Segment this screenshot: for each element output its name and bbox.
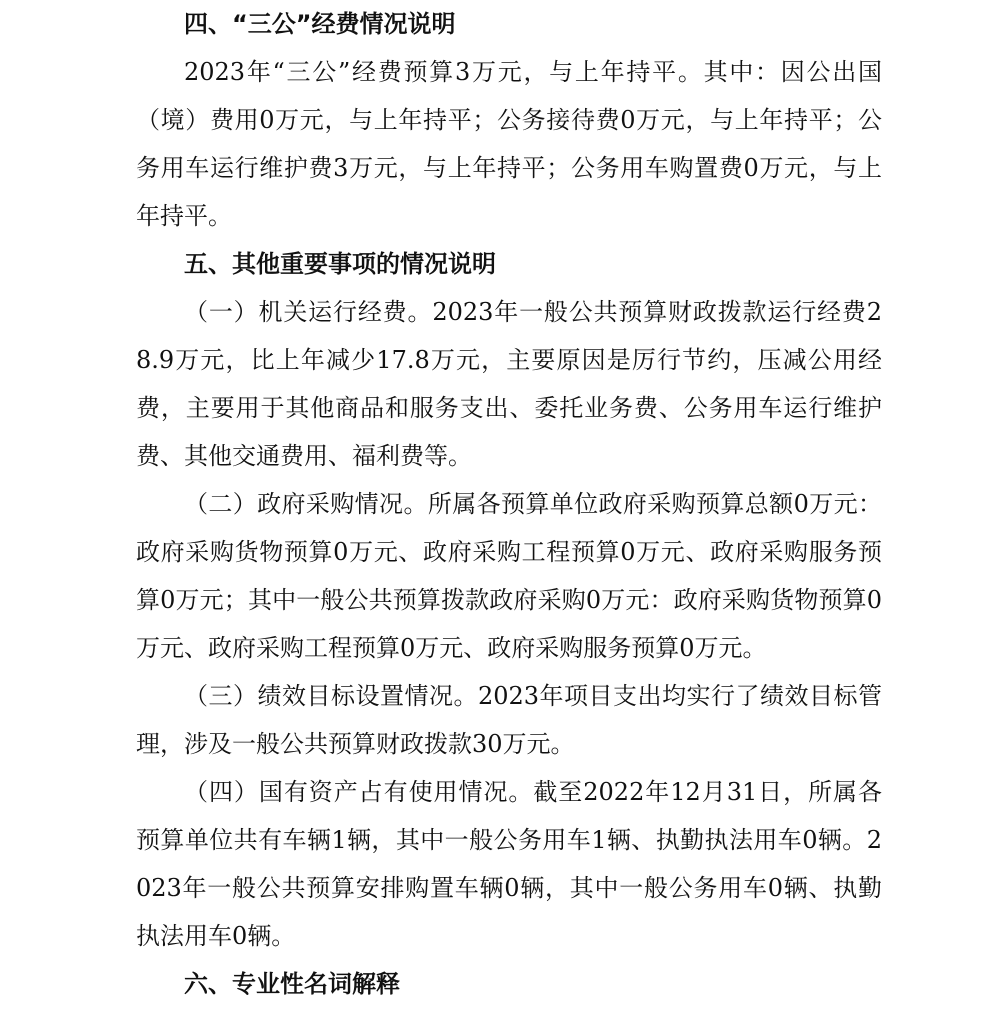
- operating-costs-paragraph: （一）机关运行经费。2023年一般公共预算财政拨款运行经费28.9万元，比上年减少17.8万元，主要原因是厉行节约，压减公用经费，主要用于其他商品和服务支出、委托业务费、公务用车运行维护费、其他交通费用、福利费等。: [136, 298, 882, 470]
- section-heading-sangong: 四、“三公”经费情况说明: [184, 10, 456, 38]
- document-page: [136, 0, 882, 1008]
- state-assets-paragraph: （四）国有资产占有使用情况。截至2022年12月31日，所属各预算单位共有车辆1辆，其中一般公务用车1辆、执勤执法用车0辆。2023年一般公共预算安排购置车辆0辆，其中一般公务用车0辆、执勤执法用车0辆。: [136, 778, 882, 950]
- section-heading-other-matters: 五、其他重要事项的情况说明: [184, 250, 496, 278]
- procurement-paragraph: （二）政府采购情况。所属各预算单位政府采购预算总额0万元：政府采购货物预算0万元、政府采购工程预算0万元、政府采购服务预算0万元；其中一般公共预算拨款政府采购0万元：政府采购货物预算0万元、政府采购工程预算0万元、政府采购服务预算0万元。: [136, 490, 882, 662]
- section-heading-terminology: 六、专业性名词解释: [184, 970, 400, 998]
- sangong-paragraph: 2023年“三公”经费预算3万元，与上年持平。其中：因公出国（境）费用0万元，与上年持平；公务接待费0万元，与上年持平；公务用车运行维护费3万元，与上年持平；公务用车购置费0万元，与上年持平。: [136, 58, 882, 230]
- performance-goals-paragraph: （三）绩效目标设置情况。2023年项目支出均实行了绩效目标管理，涉及一般公共预算财政拨款30万元。: [136, 682, 882, 758]
